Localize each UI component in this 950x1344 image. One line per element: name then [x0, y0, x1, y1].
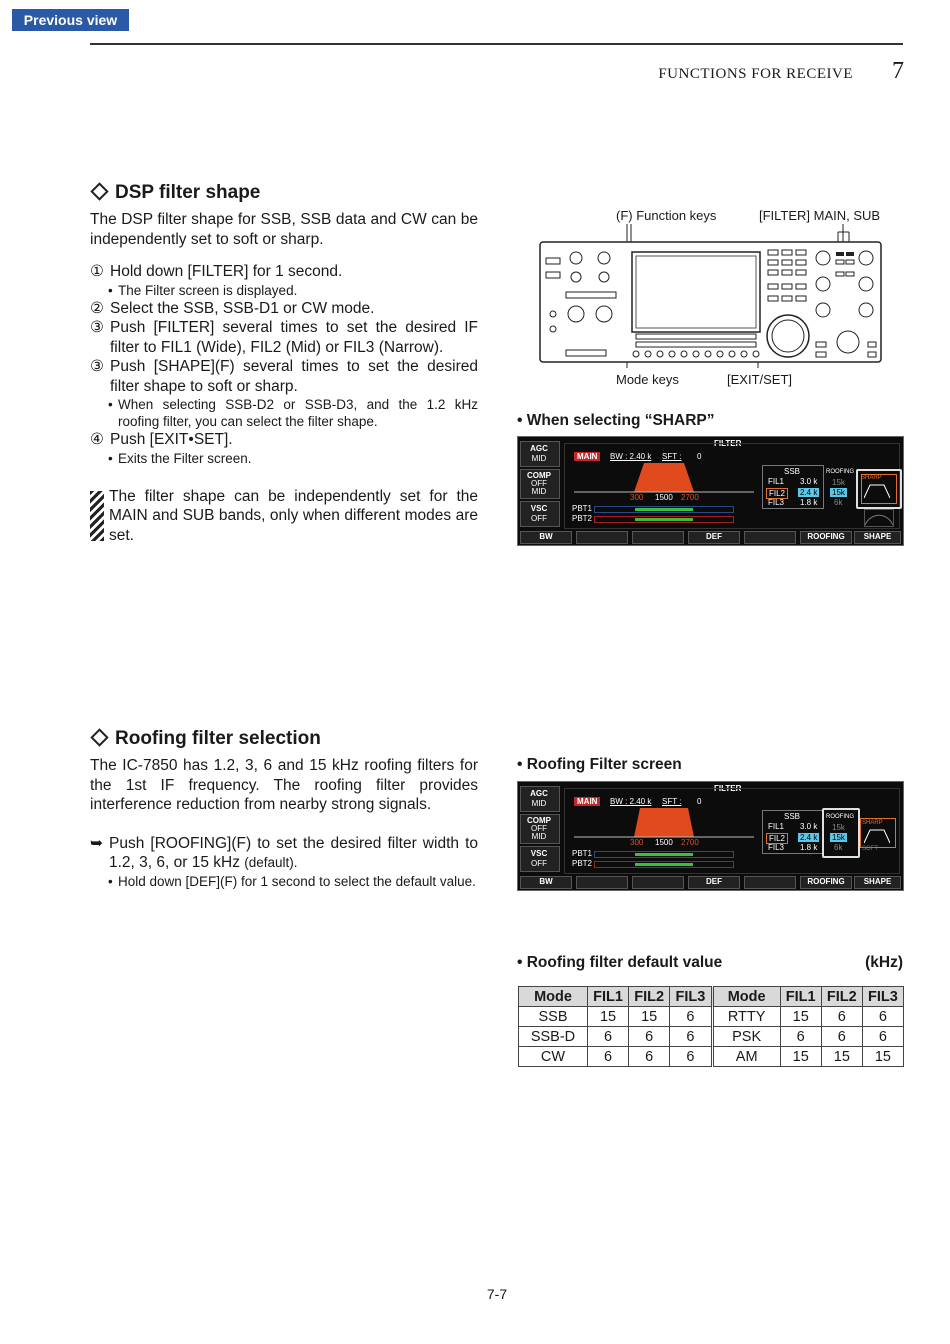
roofing-heading: Roofing filter selection — [90, 728, 478, 750]
step-3: ③ Push [FILTER] several times to set the desired IF filter to FIL1 (Wide), FIL2 (Mid) or FIL3 (Narrow). — [90, 319, 478, 356]
table-cell: RTTY — [712, 1007, 780, 1027]
fil-mode: SSB — [783, 467, 800, 476]
table-cell: 6 — [629, 1027, 670, 1047]
vsc-label: VSC — [530, 504, 548, 513]
agc-label: AGC — [530, 789, 548, 798]
vsc-label: VSC — [530, 849, 548, 858]
vsc-value: OFF — [531, 514, 547, 523]
fil2-label[interactable]: FIL2 — [766, 488, 788, 499]
roofing-section — [90, 728, 478, 890]
step-4: ③ Push [SHAPE](F) several times to set the desired filter shape to soft or sharp. — [90, 358, 478, 395]
roofing-caption: • Roofing Filter screen — [517, 756, 682, 773]
dsp-heading: DSP filter shape — [90, 182, 478, 204]
table-row — [519, 1027, 904, 1047]
pbt1-bar[interactable] — [594, 851, 734, 858]
fil-mode: SSB — [783, 812, 800, 821]
key-shape-label: SHAPE — [863, 532, 892, 541]
roofing-default-table — [518, 986, 904, 1067]
table-cell: 6 — [670, 1007, 712, 1027]
table-cell: PSK — [712, 1027, 780, 1047]
pbt1-bar[interactable] — [594, 506, 734, 513]
key-5[interactable] — [744, 876, 796, 889]
caution-stripe-icon — [90, 491, 104, 541]
table-cell: 15 — [821, 1047, 862, 1067]
pbt2-label: PBT2 — [572, 859, 593, 868]
th-fil1: FIL1 — [780, 987, 821, 1007]
table-cell: 6 — [780, 1027, 821, 1047]
soft-shape-box[interactable] — [864, 509, 894, 527]
pbt2-bar[interactable] — [594, 861, 734, 868]
th-fil2: FIL2 — [821, 987, 862, 1007]
previous-view-button[interactable]: Previous view — [12, 9, 129, 31]
table-cell: 15 — [862, 1047, 903, 1067]
roofing-2: 15k — [832, 488, 845, 497]
freq-high: 2700 — [681, 838, 699, 847]
key-roofing-label: ROOFING — [807, 877, 845, 886]
roofing-1: 15k — [832, 478, 845, 487]
freq-low: 300 — [630, 838, 644, 847]
screen-title: FILTER — [714, 784, 742, 793]
sharp-shape-icon — [864, 483, 890, 499]
step-1: ① Hold down [FILTER] for 1 second. — [90, 263, 343, 280]
table-cell: SSB-D — [519, 1027, 588, 1047]
label-mode-keys: Mode keys — [616, 372, 679, 387]
dsp-steps — [90, 262, 478, 467]
th-fil2: FIL2 — [629, 987, 670, 1007]
caution-box — [90, 487, 478, 546]
comp-label: COMP — [527, 816, 551, 825]
table-row — [519, 1047, 904, 1067]
note-1: • The Filter screen is displayed. — [90, 282, 478, 299]
dsp-section — [90, 182, 478, 545]
fil2-value: 2.4 k — [800, 833, 818, 842]
key-shape-label: SHAPE — [863, 877, 892, 886]
table-cell: 6 — [821, 1027, 862, 1047]
comp-value-1: OFF — [531, 824, 547, 833]
sharp-label: SHARP — [862, 820, 883, 826]
freq-center: 1500 — [655, 493, 673, 502]
fil3-value: 1.8 k — [800, 843, 818, 852]
fil2-label[interactable]: FIL2 — [766, 833, 788, 844]
comp-label: COMP — [527, 471, 551, 480]
sft-readout: SFT : — [662, 797, 682, 806]
header-rule — [90, 43, 903, 45]
pbt2-bar[interactable] — [594, 516, 734, 523]
bw-readout: BW : 2.40 k — [610, 797, 652, 806]
key-3[interactable] — [632, 531, 684, 544]
pbt1-label: PBT1 — [572, 504, 593, 513]
chapter-number: 7 — [892, 58, 904, 84]
roofing-3: 6k — [834, 498, 843, 507]
freq-center: 1500 — [655, 838, 673, 847]
diamond-icon — [90, 183, 108, 201]
table-cell: 6 — [629, 1047, 670, 1067]
screen-title: FILTER — [714, 439, 742, 448]
label-exit-set: [EXIT/SET] — [727, 372, 793, 387]
table-cell: AM — [712, 1047, 780, 1067]
table-cell: 15 — [629, 1007, 670, 1027]
key-roofing-label: ROOFING — [807, 532, 845, 541]
agc-value: MID — [531, 799, 547, 808]
fil3-label[interactable]: FIL3 — [768, 498, 785, 507]
soft-label: SOFT — [862, 846, 878, 852]
table-unit: (kHz) — [865, 954, 903, 971]
roofing-note: • Hold down [DEF](F) for 1 second to select the default value. — [90, 873, 478, 890]
roofing-3: 6k — [834, 843, 843, 852]
main-badge: MAIN — [574, 452, 600, 461]
table-cell: 6 — [670, 1047, 712, 1067]
fil1-value: 3.0 k — [800, 477, 818, 486]
radio-front-panel — [536, 222, 886, 372]
key-2[interactable] — [576, 531, 628, 544]
key-3[interactable] — [632, 876, 684, 889]
key-def-label: DEF — [706, 877, 722, 886]
key-def-label: DEF — [706, 532, 722, 541]
table-cell: 15 — [780, 1047, 821, 1067]
table-caption: • Roofing filter default value — [517, 954, 723, 971]
key-bw-label: BW — [539, 532, 553, 541]
step-5: ④ Push [EXIT•SET]. — [90, 431, 233, 448]
table-cell: 6 — [588, 1047, 629, 1067]
pbt2-label: PBT2 — [572, 514, 593, 523]
roofing-label: ROOFING — [826, 814, 854, 820]
table-cell: 6 — [588, 1027, 629, 1047]
table-cell: 15 — [780, 1007, 821, 1027]
sharp-shape-icon — [864, 828, 890, 844]
function-key-row — [520, 876, 901, 888]
th-fil1: FIL1 — [588, 987, 629, 1007]
function-key-row — [520, 531, 901, 543]
fil1-value: 3.0 k — [800, 822, 818, 831]
sft-value: 0 — [697, 452, 702, 461]
step-2: ② Select the SSB, SSB-D1 or CW mode. — [90, 299, 375, 317]
note-5: • Exits the Filter screen. — [90, 450, 478, 467]
table-cell: CW — [519, 1047, 588, 1067]
fil3-label[interactable]: FIL3 — [768, 843, 785, 852]
roofing-step: ➥ Push [ROOFING](F) to set the desired filter width to 1.2, 3, 6, or 15 kHz (default). — [90, 834, 478, 871]
diamond-icon — [90, 729, 108, 747]
table-cell: SSB — [519, 1007, 588, 1027]
table-cell: 6 — [821, 1007, 862, 1027]
arrow-icon: ➥ — [90, 834, 103, 852]
soft-shape-icon — [865, 510, 893, 526]
filter-screen-roofing — [517, 781, 904, 891]
comp-value-1: OFF — [531, 479, 547, 488]
th-fil3: FIL3 — [862, 987, 903, 1007]
fil1-label[interactable]: FIL1 — [768, 822, 785, 831]
comp-value-2: MID — [531, 832, 547, 841]
caution-text: The filter shape can be independently set for the MAIN and SUB bands, only when different modes are set. — [109, 487, 478, 544]
roofing-label: ROOFING — [826, 469, 854, 475]
key-2[interactable] — [576, 876, 628, 889]
key-bw-label: BW — [539, 877, 553, 886]
pbt1-label: PBT1 — [572, 849, 593, 858]
agc-value: MID — [531, 454, 547, 463]
th-mode: Mode — [519, 987, 588, 1007]
dsp-intro: The DSP filter shape for SSB, SSB data and CW can be independently set to soft or sharp. — [90, 211, 478, 248]
table-row — [519, 1007, 904, 1027]
page-number: 7-7 — [486, 1286, 508, 1302]
table-header-row — [519, 987, 904, 1007]
section-title: FUNCTIONS FOR RECEIVE — [658, 66, 853, 82]
sharp-caption: • When selecting “SHARP” — [517, 412, 715, 429]
roofing-intro: The IC-7850 has 1.2, 3, 6 and 15 kHz roofing filters for the 1st IF frequency. The roofing filter provides interference reduction from nearby strong signals. — [90, 757, 478, 813]
sft-value: 0 — [697, 797, 702, 806]
fil2-value: 2.4 k — [800, 488, 818, 497]
bw-readout: BW : 2.40 k — [610, 452, 652, 461]
sft-readout: SFT : — [662, 452, 682, 461]
table-cell: 6 — [862, 1007, 903, 1027]
key-5[interactable] — [744, 531, 796, 544]
freq-high: 2700 — [681, 493, 699, 502]
agc-label: AGC — [530, 444, 548, 453]
main-badge: MAIN — [574, 797, 600, 806]
passband-graphic — [574, 461, 754, 495]
vsc-value: OFF — [531, 859, 547, 868]
fil3-value: 1.8 k — [800, 498, 818, 507]
label-filter-main-sub: [FILTER] MAIN, SUB — [759, 208, 881, 223]
note-4: • When selecting SSB-D2 or SSB-D3, and the 1.2 kHz roofing filter, you can select the filter shape. — [90, 396, 478, 430]
label-function-keys: (F) Function keys — [616, 208, 717, 223]
passband-graphic — [574, 806, 754, 840]
comp-value-2: MID — [531, 487, 547, 496]
roofing-1: 15k — [832, 823, 845, 832]
th-mode: Mode — [712, 987, 780, 1007]
roofing-2: 15k — [832, 833, 845, 842]
sharp-label: SHARP — [861, 475, 882, 481]
filter-screen-sharp — [517, 436, 904, 546]
table-cell: 6 — [670, 1027, 712, 1047]
fil1-label[interactable]: FIL1 — [768, 477, 785, 486]
th-fil3: FIL3 — [670, 987, 712, 1007]
table-cell: 6 — [862, 1027, 903, 1047]
freq-low: 300 — [630, 493, 644, 502]
table-cell: 15 — [588, 1007, 629, 1027]
